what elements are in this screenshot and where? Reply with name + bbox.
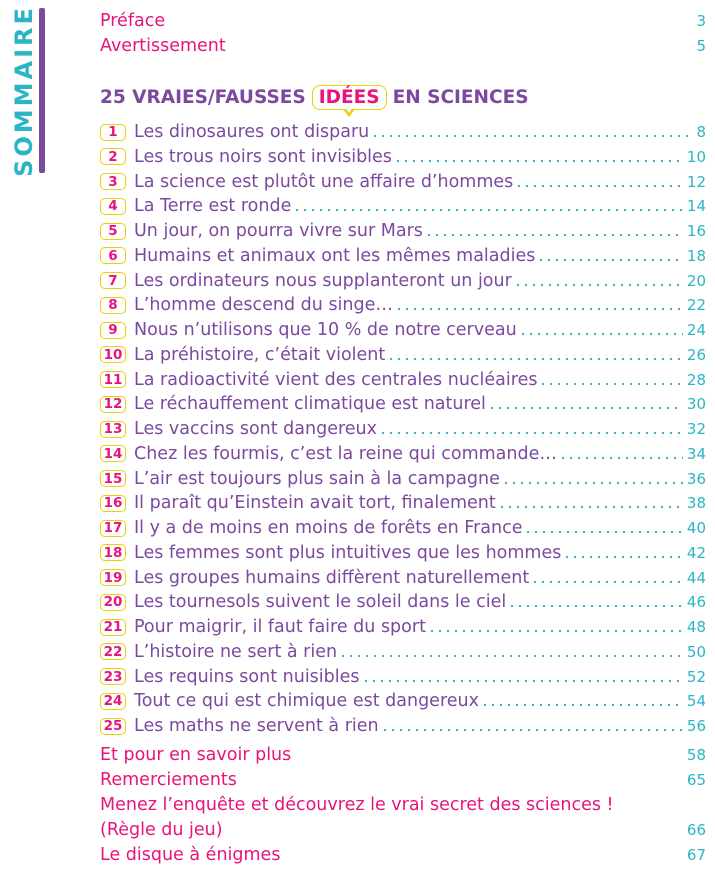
- chapter-number-badge: 20: [100, 594, 126, 611]
- dot-leader: [395, 307, 683, 311]
- chapter-number-badge: 9: [100, 322, 126, 339]
- chapter-number-badge: 22: [100, 643, 126, 660]
- section-title-after: EN SCIENCES: [392, 86, 529, 108]
- dot-leader: [563, 555, 683, 559]
- speech-bubble-tail-icon: [343, 109, 355, 117]
- toc-entry-label: Avertissement: [100, 36, 226, 56]
- toc-entry-label: Préface: [100, 11, 166, 31]
- dot-leader: [559, 456, 683, 460]
- chapter-page-number: 38: [686, 494, 706, 513]
- section-title-before: 25 VRAIES/FAUSSES: [100, 86, 306, 108]
- chapter-title: Chez les fourmis, c’est la reine qui commande…: [134, 443, 557, 464]
- toc-entry-label: Le disque à énigmes: [100, 845, 281, 865]
- dot-leader: [379, 431, 683, 435]
- dot-leader: [514, 283, 683, 287]
- dot-leader: [519, 332, 683, 336]
- chapter-entry[interactable]: [100, 368, 706, 392]
- chapter-number-badge: 1: [100, 124, 126, 141]
- toc-entry-enquete[interactable]: [100, 793, 706, 817]
- dot-leader: [498, 505, 683, 509]
- dot-leader: [531, 580, 683, 584]
- toc-entry-page: 3: [696, 12, 706, 30]
- chapter-page-number: 10: [686, 147, 706, 166]
- chapter-page-number: 46: [686, 593, 706, 612]
- chapter-number-badge: 2: [100, 148, 126, 165]
- chapter-title: Le réchauffement climatique est naturel: [134, 394, 486, 415]
- chapter-title: Les vaccins sont dangereux: [134, 419, 378, 439]
- chapter-number-badge: 3: [100, 173, 126, 190]
- chapter-title: L’homme descend du singe…: [134, 295, 393, 316]
- chapter-page-number: 50: [686, 642, 706, 661]
- chapter-number-badge: 4: [100, 198, 126, 215]
- chapter-page-number: 20: [686, 271, 706, 290]
- chapter-title: Les groupes humains diffèrent naturellement: [134, 567, 530, 588]
- chapter-number-badge: 7: [100, 272, 126, 289]
- chapter-page-number: 8: [696, 123, 706, 141]
- chapter-title: Il paraît qu’Einstein avait tort, finalement: [134, 493, 496, 514]
- chapter-number-badge: 14: [100, 445, 126, 462]
- chapter-entry[interactable]: [100, 714, 706, 738]
- chapter-title: La radioactivité vient des centrales nucléaires: [134, 369, 538, 390]
- dot-leader: [362, 679, 683, 683]
- dot-leader: [524, 530, 682, 534]
- chapter-entry[interactable]: [100, 219, 706, 243]
- toc-entry-disque[interactable]: [100, 843, 706, 867]
- chapter-entry[interactable]: [100, 194, 706, 218]
- side-accent-bar: [39, 8, 45, 173]
- chapter-entry[interactable]: [100, 269, 706, 293]
- chapter-title: Les requins sont nuisibles: [134, 666, 360, 687]
- chapter-number-badge: 5: [100, 223, 126, 240]
- chapter-page-number: 28: [686, 370, 706, 389]
- dot-leader: [381, 728, 683, 732]
- chapter-number-badge: 15: [100, 470, 126, 487]
- toc-entry-avertissement[interactable]: [100, 34, 706, 58]
- chapter-number-badge: 10: [100, 346, 126, 363]
- chapter-title: Les femmes sont plus intuitives que les hommes: [134, 542, 562, 563]
- chapter-page-number: 30: [686, 395, 706, 414]
- chapter-page-number: 12: [686, 172, 706, 191]
- chapter-entry[interactable]: [100, 566, 706, 590]
- chapter-entry[interactable]: [100, 665, 706, 689]
- dot-leader: [394, 159, 683, 163]
- dot-leader: [428, 629, 683, 633]
- section-title: [100, 77, 529, 117]
- chapter-page-number: 52: [686, 667, 706, 686]
- dot-leader: [537, 258, 683, 262]
- chapter-number-badge: 25: [100, 718, 126, 735]
- dot-leader: [387, 357, 683, 361]
- speech-bubble: [312, 85, 387, 110]
- chapter-number-badge: 11: [100, 371, 126, 388]
- chapter-entry[interactable]: [100, 244, 706, 268]
- chapter-entry[interactable]: [100, 541, 706, 565]
- chapter-page-number: 42: [686, 543, 706, 562]
- chapter-page-number: 26: [686, 345, 706, 364]
- chapter-page-number: 14: [686, 197, 706, 216]
- chapter-number-badge: 21: [100, 619, 126, 636]
- toc-entry-page: 66: [686, 821, 706, 839]
- chapter-entry[interactable]: [100, 392, 706, 416]
- dot-leader: [481, 703, 683, 707]
- chapter-title: La science est plutôt une affaire d’hommes: [134, 171, 514, 192]
- chapter-title: Tout ce qui est chimique est dangereux: [134, 691, 479, 712]
- chapter-page-number: 24: [686, 321, 706, 339]
- chapter-number-badge: 6: [100, 247, 126, 264]
- chapter-entry[interactable]: [100, 615, 706, 639]
- chapter-title: La Terre est ronde: [134, 196, 292, 217]
- chapter-entry[interactable]: [100, 590, 706, 614]
- chapter-page-number: 44: [686, 568, 706, 587]
- side-title: [9, 4, 39, 177]
- chapter-title: L’air est toujours plus sain à la campagne: [134, 468, 500, 489]
- dot-leader: [293, 208, 683, 212]
- toc-entry-label: Et pour en savoir plus: [100, 745, 292, 765]
- toc-entry-page: 67: [686, 846, 706, 864]
- chapter-title: Nous n’utilisons que 10 % de notre cerveau: [134, 320, 517, 340]
- dot-leader: [425, 233, 683, 237]
- chapter-title: Pour maigrir, il faut faire du sport: [134, 617, 426, 637]
- dot-leader: [339, 654, 683, 658]
- chapter-number-badge: 18: [100, 544, 126, 561]
- chapter-title: Les maths ne servent à rien: [134, 716, 379, 736]
- chapter-number-badge: 16: [100, 495, 126, 512]
- chapter-entry[interactable]: [100, 145, 706, 169]
- chapter-title: La préhistoire, c’était violent: [134, 344, 386, 365]
- side-title-text: SOMMAIRE: [10, 4, 38, 177]
- chapter-title: Les tournesols suivent le soleil dans le ciel: [134, 592, 507, 613]
- chapter-entry[interactable]: [100, 689, 706, 713]
- chapter-entry[interactable]: [100, 343, 706, 367]
- dot-leader: [502, 481, 683, 485]
- chapter-title: Humains et animaux ont les mêmes maladies: [134, 245, 536, 266]
- chapter-title: L’histoire ne sert à rien: [134, 641, 338, 662]
- chapter-page-number: 16: [686, 222, 706, 240]
- chapter-title: Les dinosaures ont disparu: [134, 122, 370, 142]
- chapter-entry[interactable]: [100, 491, 706, 515]
- chapter-title: Les ordinateurs nous supplanteront un jour: [134, 270, 512, 291]
- toc-entry-regle-du-jeu[interactable]: [100, 818, 706, 842]
- toc-entry-label: Menez l’enquête et découvrez le vrai secret des sciences !: [100, 795, 614, 815]
- chapter-page-number: 34: [686, 444, 706, 463]
- chapter-entry[interactable]: [100, 170, 706, 194]
- chapter-page-number: 36: [686, 469, 706, 488]
- chapter-page-number: 56: [686, 717, 706, 735]
- chapter-number-badge: 12: [100, 396, 126, 413]
- toc-entry-preface[interactable]: [100, 9, 706, 33]
- chapter-entry[interactable]: [100, 120, 706, 144]
- chapter-page-number: 22: [686, 296, 706, 315]
- dot-leader: [371, 134, 692, 138]
- chapter-number-badge: 24: [100, 693, 126, 710]
- chapter-entry[interactable]: [100, 318, 706, 342]
- toc-entry-label: (Règle du jeu): [100, 820, 223, 840]
- chapter-page-number: 32: [686, 420, 706, 438]
- chapter-title: Les trous noirs sont invisibles: [134, 146, 392, 167]
- toc-entry-remerciements[interactable]: [100, 768, 706, 792]
- chapter-number-badge: 8: [100, 297, 126, 314]
- chapter-number-badge: 13: [100, 421, 126, 438]
- chapter-page-number: 40: [686, 519, 706, 537]
- dot-leader: [515, 184, 683, 188]
- chapter-title: Il y a de moins en moins de forêts en France: [134, 518, 523, 538]
- section-title-bubble: IDÉES: [318, 86, 380, 108]
- dot-leader: [508, 604, 683, 608]
- chapter-number-badge: 17: [100, 520, 126, 537]
- toc-entry-savoir-plus[interactable]: [100, 743, 706, 767]
- toc-entry-page: 58: [686, 746, 706, 764]
- chapter-entry[interactable]: [100, 516, 706, 540]
- dot-leader: [488, 406, 683, 410]
- toc-entry-label: Remerciements: [100, 770, 237, 790]
- chapter-page-number: 18: [686, 246, 706, 265]
- chapter-number-badge: 19: [100, 569, 126, 586]
- toc-entry-page: 65: [686, 771, 706, 789]
- chapter-entry[interactable]: [100, 467, 706, 491]
- chapter-entry[interactable]: [100, 640, 706, 664]
- chapter-number-badge: 23: [100, 668, 126, 685]
- toc-entry-page: 5: [696, 37, 706, 55]
- dot-leader: [539, 382, 682, 386]
- chapter-title: Un jour, on pourra vivre sur Mars: [134, 221, 423, 241]
- chapter-entry[interactable]: [100, 293, 706, 317]
- chapter-entry[interactable]: [100, 442, 706, 466]
- chapter-page-number: 48: [686, 618, 706, 636]
- chapter-entry[interactable]: [100, 417, 706, 441]
- chapter-page-number: 54: [686, 692, 706, 711]
